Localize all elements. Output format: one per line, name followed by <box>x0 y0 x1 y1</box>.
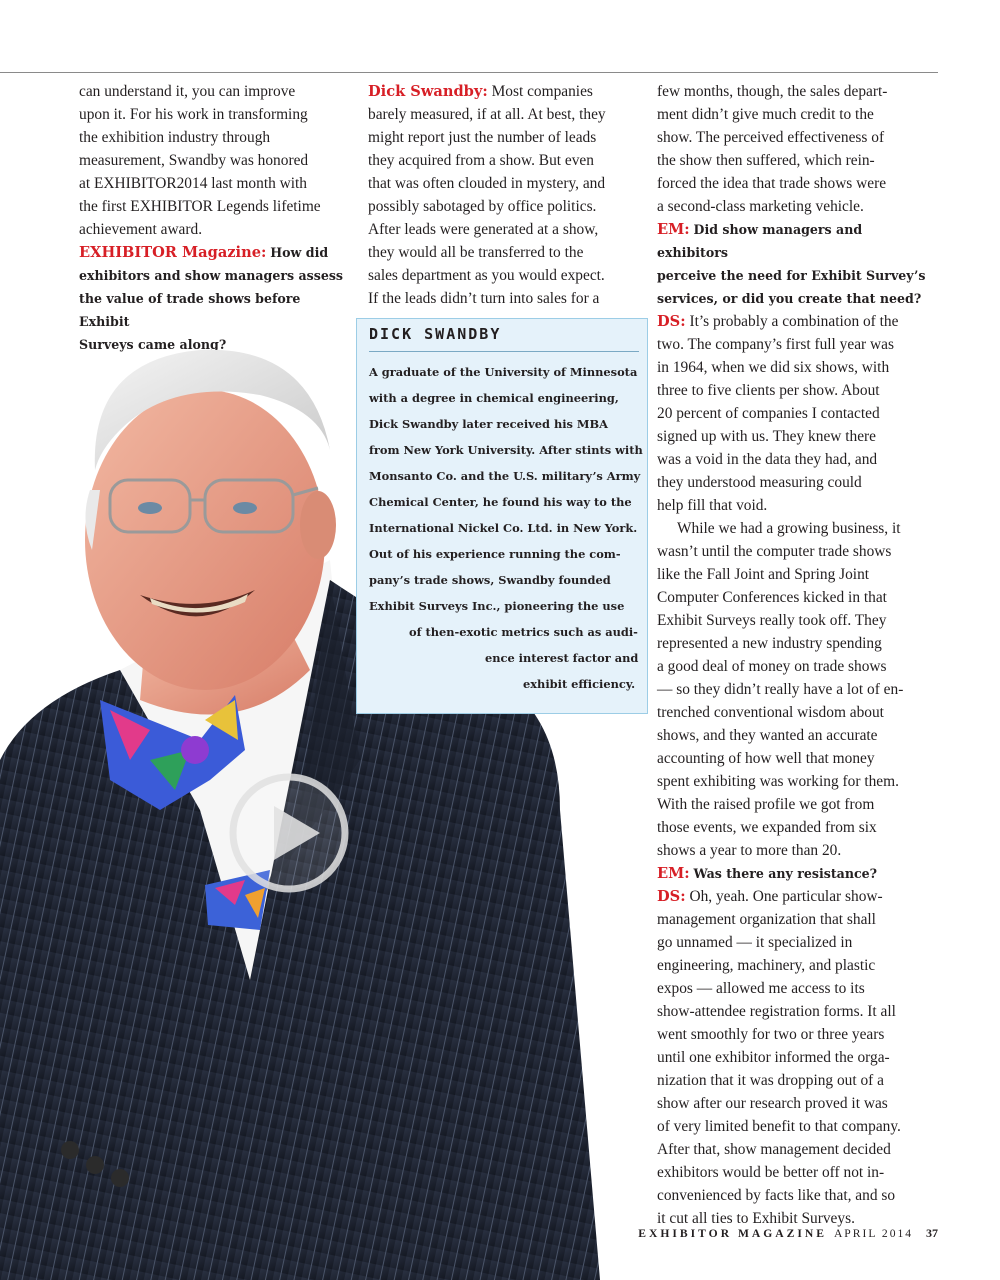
col3-line: spent exhibiting was working for them. <box>657 773 899 790</box>
col3-line: the show then suffered, which rein- <box>657 152 875 169</box>
col3-line: few months, though, the sales depart- <box>657 83 888 100</box>
col3-line: While we had a growing business, it <box>677 520 901 537</box>
col3-line: ment didn’t give much credit to the <box>657 106 874 123</box>
col3-line: Exhibit Surveys really took off. They <box>657 612 887 629</box>
sidebar-line: International Nickel Co. Ltd. in New York. <box>369 521 638 535</box>
col1-line: upon it. For his work in transforming <box>79 106 308 123</box>
col3-line: After that, show management decided <box>657 1141 891 1158</box>
sidebar-line: A graduate of the University of Minnesota <box>369 365 638 379</box>
sidebar-line: pany’s trade shows, Swandby founded <box>369 573 611 587</box>
sidebar-line: Out of his experience running the com- <box>369 547 621 561</box>
col1-line: the exhibition industry through <box>79 129 271 146</box>
page-footer <box>638 1226 938 1241</box>
top-rule <box>0 72 938 73</box>
sidebar-line: from New York University. After stints with <box>369 443 643 457</box>
col2-line: possibly sabotaged by office politics. <box>368 198 597 215</box>
col3-line: like the Fall Joint and Spring Joint <box>657 566 870 583</box>
column-3 <box>657 80 933 1230</box>
col2-line: If the leads didn’t turn into sales for a <box>368 290 600 307</box>
col1-line: at EXHIBITOR2014 last month with <box>79 175 307 192</box>
speaker-label: Dick Swandby: <box>368 83 488 100</box>
sidebar-line: Exhibit Surveys Inc., pioneering the use <box>369 599 625 613</box>
col2-line: barely measured, if at all. At best, they <box>368 106 606 123</box>
sidebar-divider <box>369 351 639 352</box>
col3-line: wasn’t until the computer trade shows <box>657 543 892 560</box>
col3-line: help fill that void. <box>657 497 768 514</box>
question-line: Surveys came along? <box>79 337 227 352</box>
column-1 <box>79 80 355 356</box>
video-play-button[interactable] <box>228 772 350 894</box>
question-line: perceive the need for Exhibit Survey’s <box>657 268 926 283</box>
speaker-label: EM: <box>657 865 690 882</box>
col3-line: — so they didn’t really have a lot of en- <box>657 681 904 698</box>
answer-line: DS: It’s probably a combination of the <box>657 313 899 330</box>
col3-line: accounting of how well that money <box>657 750 875 767</box>
sidebar-line: Dick Swandby later received his MBA <box>369 417 609 431</box>
answer-line: Dick Swandby: Most companies <box>368 83 593 100</box>
col1-line: achievement award. <box>79 221 203 238</box>
col2-line: they acquired from a show. But even <box>368 152 594 169</box>
col3-line: a second-class marketing vehicle. <box>657 198 864 215</box>
col3-line: shows a year to more than 20. <box>657 842 842 859</box>
col3-line: a good deal of money on trade shows <box>657 658 887 675</box>
col1-line: can understand it, you can improve <box>79 83 296 100</box>
play-icon <box>228 772 350 894</box>
col3-line: those events, we expanded from six <box>657 819 877 836</box>
speaker-label: DS: <box>657 313 686 330</box>
sidebar-line: ence interest factor and <box>485 651 639 665</box>
col3-line: show-attendee registration forms. It all <box>657 1003 896 1020</box>
col3-line: went smoothly for two or three years <box>657 1026 885 1043</box>
col3-line: show after our research proved it was <box>657 1095 888 1112</box>
question-line: EXHIBITOR Magazine: How did <box>79 244 329 261</box>
sidebar-line: of then-exotic metrics such as audi- <box>409 625 638 639</box>
col3-line: show. The perceived effectiveness of <box>657 129 885 146</box>
col3-line: convenienced by facts like that, and so <box>657 1187 896 1204</box>
question-line: the value of trade shows before Exhibit <box>79 291 301 329</box>
col2-line: After leads were generated at a show, <box>368 221 599 238</box>
footer-date: APRIL 2014 <box>833 1227 914 1240</box>
col3-line: two. The company’s first full year was <box>657 336 894 353</box>
col3-line: exhibitors would be better off not in- <box>657 1164 885 1181</box>
col3-line: Computer Conferences kicked in that <box>657 589 887 606</box>
col3-line: of very limited benefit to that company. <box>657 1118 901 1135</box>
col3-line: engineering, machinery, and plastic <box>657 957 876 974</box>
page-number: 37 <box>926 1226 938 1240</box>
col3-line: expos — allowed me access to its <box>657 980 865 997</box>
col3-line: three to five clients per show. About <box>657 382 880 399</box>
sidebar-line: Monsanto Co. and the U.S. military’s Army <box>369 469 641 483</box>
question-line: EM: Was there any resistance? <box>657 865 878 882</box>
col3-line: management organization that shall <box>657 911 876 928</box>
col2-line: sales department as you would expect. <box>368 267 605 284</box>
col1-line: measurement, Swandby was honored <box>79 152 309 169</box>
sidebar-line: Chemical Center, he found his way to the <box>369 495 632 509</box>
question-line: EM: Did show managers and exhibitors <box>657 221 863 260</box>
bio-sidebar <box>356 318 648 714</box>
col3-line: trenched conventional wisdom about <box>657 704 884 721</box>
col3-line: in 1964, when we did six shows, with <box>657 359 890 376</box>
col2-line: that was often clouded in mystery, and <box>368 175 606 192</box>
col2-line: they would all be transferred to the <box>368 244 584 261</box>
col3-line: they understood measuring could <box>657 474 862 491</box>
sidebar-title: DICK SWANDBY <box>369 325 502 343</box>
col3-line: 20 percent of companies I contacted <box>657 405 880 422</box>
sidebar-line: exhibit efficiency. <box>523 677 636 691</box>
column-2 <box>368 80 636 310</box>
question-line: exhibitors and show managers assess <box>79 268 344 283</box>
col3-line: With the raised profile we got from <box>657 796 875 813</box>
col3-line: shows, and they wanted an accurate <box>657 727 878 744</box>
col3-line: was a void in the data they had, and <box>657 451 878 468</box>
col3-line: go unnamed — it specialized in <box>657 934 853 951</box>
sidebar-line: with a degree in chemical engineering, <box>369 391 619 405</box>
col3-line: it cut all ties to Exhibit Surveys. <box>657 1210 855 1227</box>
col2-line: might report just the number of leads <box>368 129 597 146</box>
col1-line: the first EXHIBITOR Legends lifetime <box>79 198 321 215</box>
footer-magazine: EXHIBITOR MAGAZINE <box>638 1227 828 1240</box>
speaker-label: EM: <box>657 221 690 238</box>
col3-line: forced the idea that trade shows were <box>657 175 887 192</box>
col3-line: represented a new industry spending <box>657 635 882 652</box>
speaker-label: EXHIBITOR Magazine: <box>79 244 267 261</box>
col3-line: nization that it was dropping out of a <box>657 1072 884 1089</box>
col3-line: signed up with us. They knew there <box>657 428 876 445</box>
speaker-label: DS: <box>657 888 686 905</box>
question-line: services, or did you create that need? <box>657 291 922 306</box>
answer-line: DS: Oh, yeah. One particular show- <box>657 888 883 905</box>
col3-line: until one exhibitor informed the orga- <box>657 1049 890 1066</box>
